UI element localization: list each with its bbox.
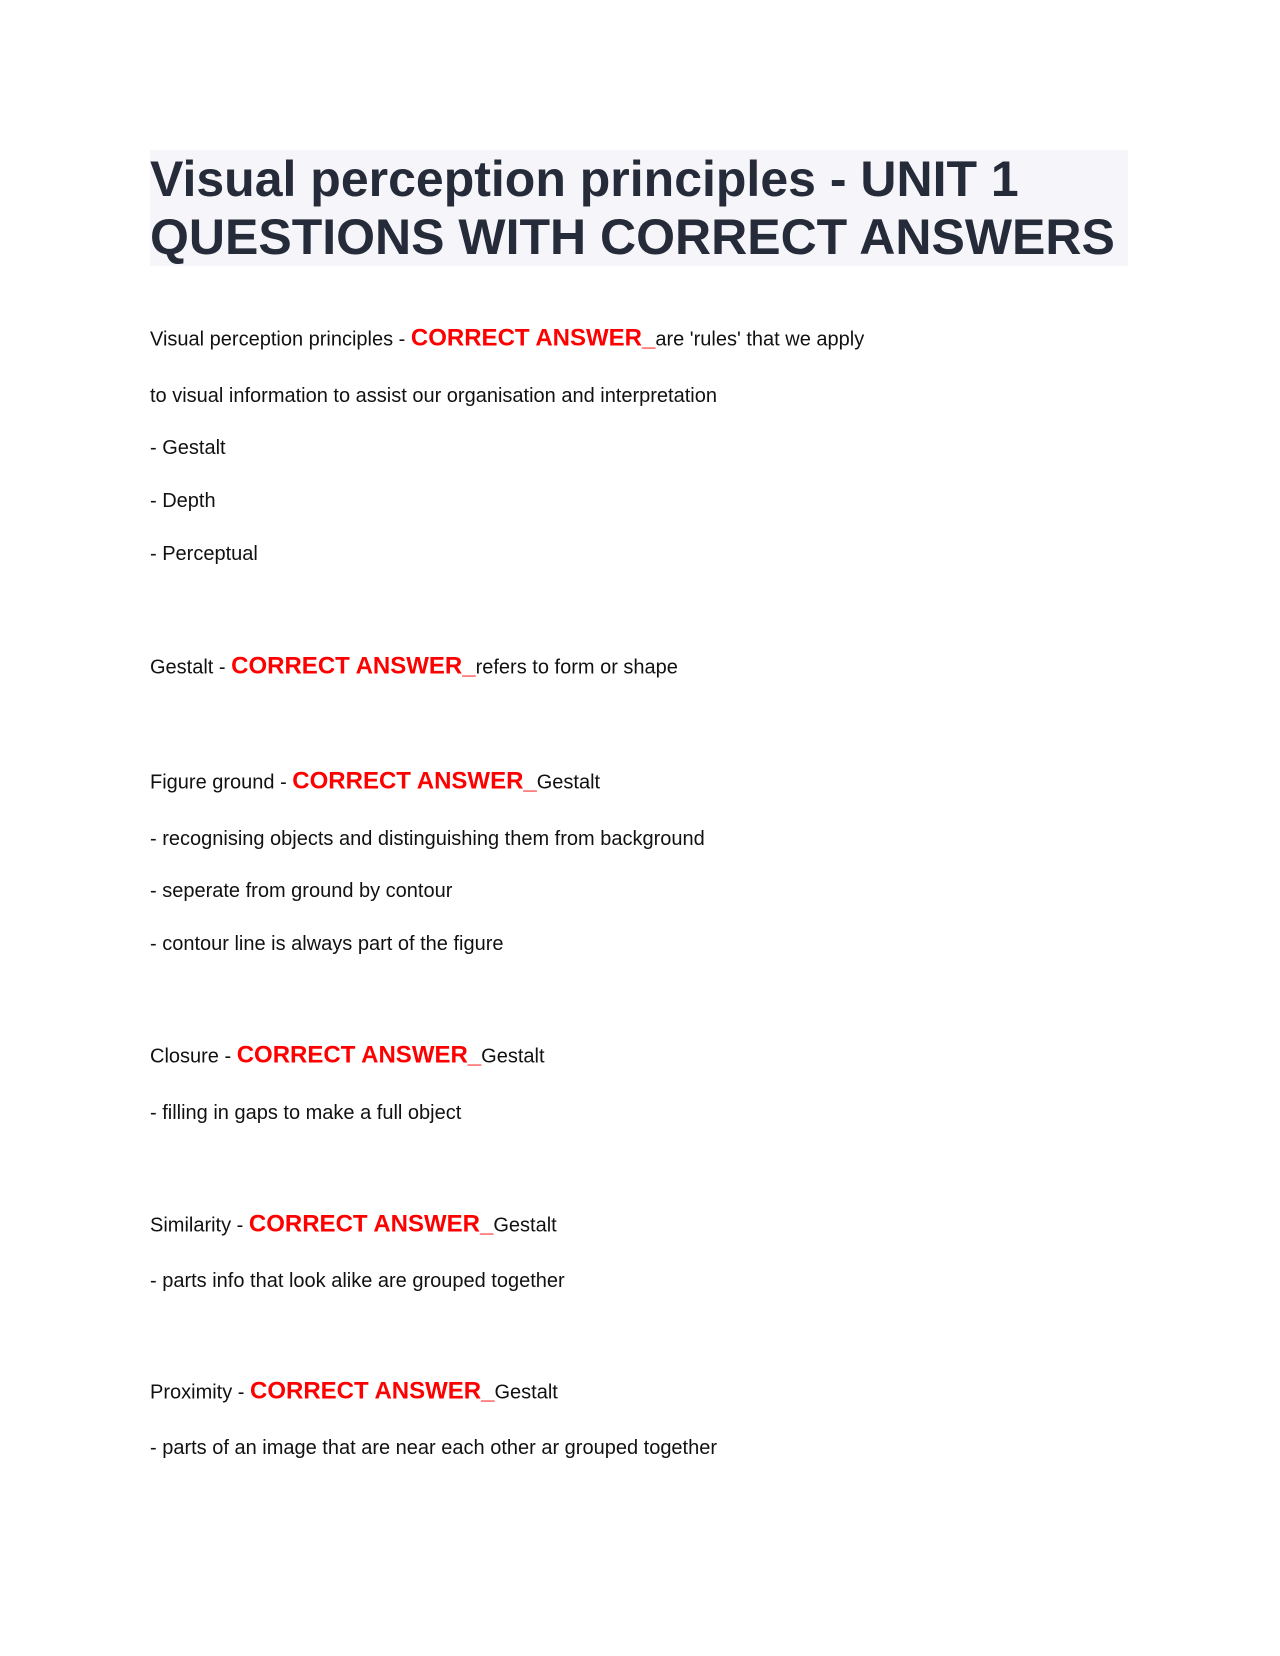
detail-line: - Perceptual	[150, 543, 258, 565]
correct-answer-marker: CORRECT ANSWER_	[231, 652, 476, 680]
correct-answer-marker: CORRECT ANSWER_	[250, 1377, 495, 1405]
answer: Gestalt	[536, 771, 601, 794]
question-line	[150, 1378, 558, 1407]
question-line	[150, 1042, 545, 1071]
term: Proximity -	[150, 1381, 250, 1404]
detail-line: - recognising objects and distinguishing them from background	[150, 828, 705, 850]
title-line-1: Visual perception principles - UNIT 1	[150, 151, 1019, 207]
document-title	[150, 150, 1128, 266]
answer: refers to form or shape	[475, 656, 678, 679]
answer: Gestalt	[493, 1214, 557, 1237]
answer: Gestalt	[481, 1045, 545, 1068]
term: Figure ground -	[150, 771, 293, 794]
term: Visual perception principles -	[150, 328, 411, 351]
title-line-2: QUESTIONS WITH CORRECT ANSWERS	[150, 209, 1115, 265]
correct-answer-marker: CORRECT ANSWER_	[292, 767, 537, 795]
correct-answer-marker: CORRECT ANSWER_	[236, 1041, 482, 1069]
detail-line: - Depth	[150, 490, 216, 512]
term: Similarity -	[150, 1214, 249, 1237]
detail-line: - seperate from ground by contour	[150, 880, 453, 902]
detail-line: - parts of an image that are near each other ar grouped together	[150, 1437, 718, 1459]
detail-line: - parts info that look alike are grouped together	[150, 1270, 565, 1292]
correct-answer-marker: CORRECT ANSWER_	[410, 324, 656, 352]
question-line	[150, 653, 678, 682]
term: Gestalt -	[150, 656, 232, 679]
detail-line: to visual information to assist our organisation and interpretation	[150, 385, 717, 407]
detail-line: - contour line is always part of the figure	[150, 933, 504, 955]
question-line	[150, 325, 864, 354]
term: Closure -	[150, 1045, 237, 1068]
question-line	[150, 1211, 557, 1240]
answer: are 'rules' that we apply	[655, 328, 865, 351]
correct-answer-marker: CORRECT ANSWER_	[248, 1210, 494, 1238]
detail-line: - Gestalt	[150, 437, 226, 459]
answer: Gestalt	[494, 1381, 558, 1404]
question-line	[150, 768, 600, 797]
detail-line: - filling in gaps to make a full object	[150, 1102, 462, 1124]
